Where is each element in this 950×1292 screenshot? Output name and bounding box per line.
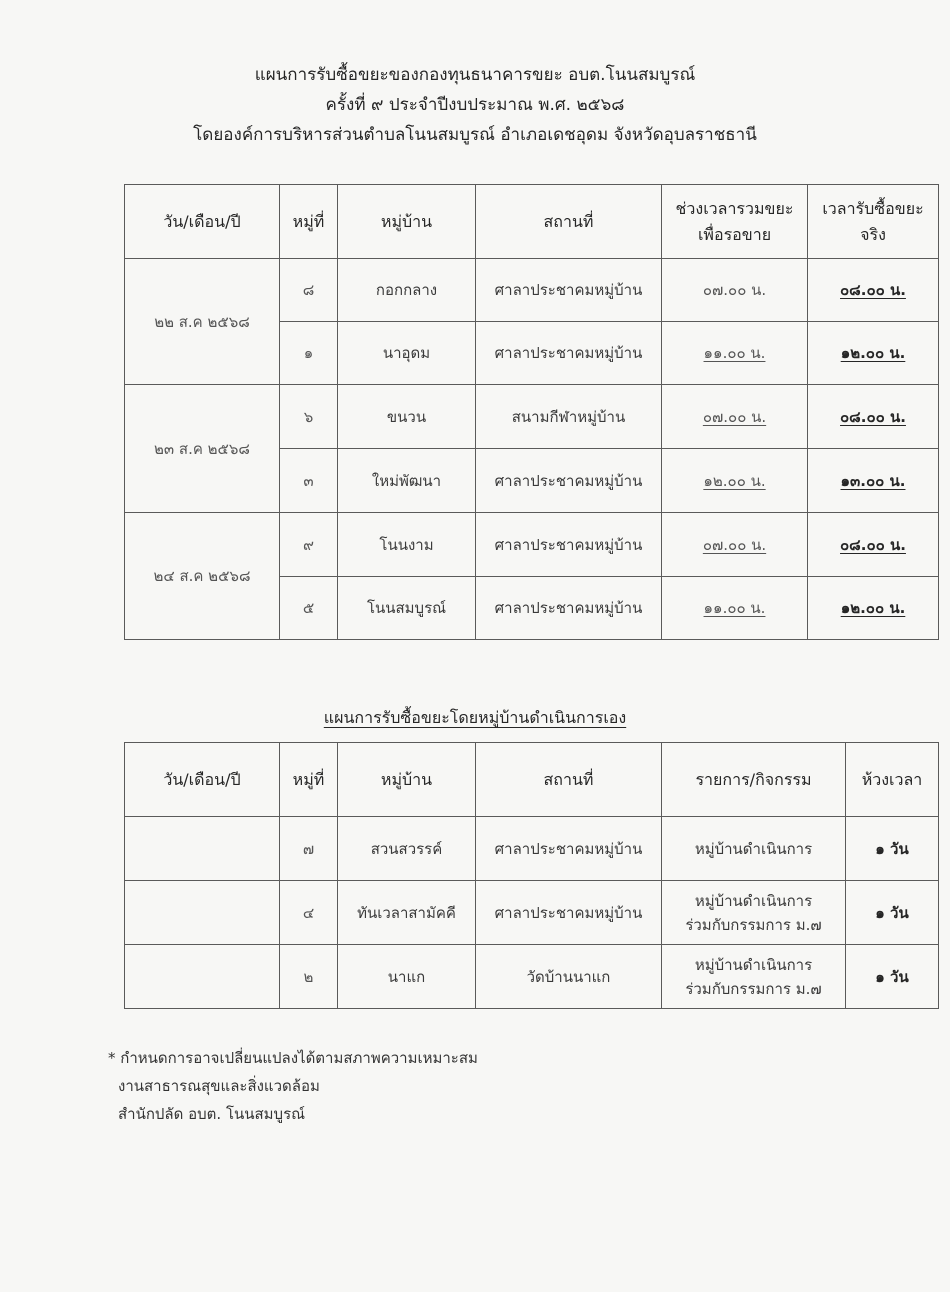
- place-cell: ศาลาประชาคมหมู่บ้าน: [476, 322, 662, 385]
- table-row: [125, 881, 939, 945]
- buy-time-cell: ๑๓.๐๐ น.: [808, 449, 939, 513]
- village-cell: ขนวน: [338, 385, 476, 449]
- activity-line: ร่วมกับกรรมการ ม.๗: [685, 915, 822, 934]
- duration-cell: ๑ วัน: [846, 945, 939, 1009]
- header-village: หมู่บ้าน: [338, 743, 476, 817]
- header-duration: ห้วงเวลา: [846, 743, 939, 817]
- duration-cell: ๑ วัน: [846, 881, 939, 945]
- header-collect-time: ช่วงเวลารวมขยะ เพื่อรอขาย: [662, 185, 808, 259]
- header-date: วัน/เดือน/ปี: [125, 185, 280, 259]
- document-round: ครั้งที่ ๙ ประจำปีงบประมาณ พ.ศ. ๒๕๖๘: [325, 95, 625, 115]
- collection-plan-table: [124, 184, 939, 640]
- header-village: หมู่บ้าน: [338, 185, 476, 259]
- footer-notes: [108, 1044, 478, 1128]
- collect-time-cell: ๑๒.๐๐ น.: [662, 449, 808, 513]
- date-cell: ๒๒ ส.ค ๒๕๖๘: [125, 259, 280, 385]
- moo-cell: ๓: [280, 449, 338, 513]
- date-cell: ๒๔ ส.ค ๒๕๖๘: [125, 513, 280, 640]
- date-cell: [125, 945, 280, 1009]
- place-cell: ศาลาประชาคมหมู่บ้าน: [476, 513, 662, 577]
- buy-time-cell: ๐๘.๐๐ น.: [808, 385, 939, 449]
- place-cell: ศาลาประชาคมหมู่บ้าน: [476, 881, 662, 945]
- header-moo: หมู่ที่: [280, 185, 338, 259]
- table-header-row: [125, 743, 939, 817]
- self-managed-plan-table: [124, 742, 939, 1009]
- activity-cell: [662, 945, 846, 1009]
- village-cell: ใหม่พัฒนา: [338, 449, 476, 513]
- moo-cell: ๒: [280, 945, 338, 1009]
- village-cell: สวนสวรรค์: [338, 817, 476, 881]
- collect-time-cell: ๑๑.๐๐ น.: [662, 577, 808, 640]
- document-header: [0, 60, 950, 150]
- village-cell: กอกกลาง: [338, 259, 476, 322]
- moo-cell: ๑: [280, 322, 338, 385]
- note-disclaimer: * กำหนดการอาจเปลี่ยนแปลงได้ตามสภาพความเหมาะสม: [108, 1049, 478, 1067]
- document-organization: โดยองค์การบริหารส่วนตำบลโนนสมบูรณ์ อำเภอเดชอุดม จังหวัดอุบลราชธานี: [193, 125, 757, 145]
- village-cell: โนนสมบูรณ์: [338, 577, 476, 640]
- moo-cell: ๔: [280, 881, 338, 945]
- village-cell: นาแก: [338, 945, 476, 1009]
- moo-cell: ๙: [280, 513, 338, 577]
- header-activity: รายการ/กิจกรรม: [662, 743, 846, 817]
- table-row: [125, 513, 939, 577]
- place-cell: ศาลาประชาคมหมู่บ้าน: [476, 259, 662, 322]
- duration-cell: ๑ วัน: [846, 817, 939, 881]
- activity-cell: [662, 817, 846, 881]
- header-moo: หมู่ที่: [280, 743, 338, 817]
- collect-time-cell: ๐๗.๐๐ น.: [662, 513, 808, 577]
- village-cell: ทันเวลาสามัคคี: [338, 881, 476, 945]
- header-buy-time: เวลารับซื้อขยะ จริง: [808, 185, 939, 259]
- date-cell: [125, 881, 280, 945]
- table-row: [125, 945, 939, 1009]
- collect-time-cell: ๐๗.๐๐ น.: [662, 259, 808, 322]
- activity-line: หมู่บ้านดำเนินการ: [694, 891, 813, 910]
- note-department: งานสาธารณสุขและสิ่งแวดล้อม: [118, 1077, 320, 1095]
- table-header-row: [125, 185, 939, 259]
- document-title: แผนการรับซื้อขยะของกองทุนธนาคารขยะ อบต.โนนสมบูรณ์: [254, 65, 696, 85]
- moo-cell: ๗: [280, 817, 338, 881]
- moo-cell: ๘: [280, 259, 338, 322]
- collect-time-cell: ๑๑.๐๐ น.: [662, 322, 808, 385]
- note-office: สำนักปลัด อบต. โนนสมบูรณ์: [118, 1105, 306, 1123]
- buy-time-cell: ๑๒.๐๐ น.: [808, 322, 939, 385]
- date-cell: ๒๓ ส.ค ๒๕๖๘: [125, 385, 280, 513]
- self-managed-section-title: แผนการรับซื้อขยะโดยหมู่บ้านดำเนินการเอง: [323, 708, 627, 727]
- table-row: [125, 259, 939, 322]
- place-cell: ศาลาประชาคมหมู่บ้าน: [476, 449, 662, 513]
- date-cell: [125, 817, 280, 881]
- village-cell: นาอุดม: [338, 322, 476, 385]
- collect-time-cell: ๐๗.๐๐ น.: [662, 385, 808, 449]
- place-cell: ศาลาประชาคมหมู่บ้าน: [476, 817, 662, 881]
- table-row: [125, 385, 939, 449]
- place-cell: วัดบ้านนาแก: [476, 945, 662, 1009]
- place-cell: ศาลาประชาคมหมู่บ้าน: [476, 577, 662, 640]
- activity-line: หมู่บ้านดำเนินการ: [694, 955, 813, 974]
- activity-line: หมู่บ้านดำเนินการ: [694, 839, 813, 858]
- activity-cell: [662, 881, 846, 945]
- table-row: [125, 817, 939, 881]
- buy-time-cell: ๐๘.๐๐ น.: [808, 513, 939, 577]
- village-cell: โนนงาม: [338, 513, 476, 577]
- buy-time-cell: ๑๒.๐๐ น.: [808, 577, 939, 640]
- header-place: สถานที่: [476, 185, 662, 259]
- place-cell: สนามกีฬาหมู่บ้าน: [476, 385, 662, 449]
- header-date: วัน/เดือน/ปี: [125, 743, 280, 817]
- activity-line: ร่วมกับกรรมการ ม.๗: [685, 979, 822, 998]
- buy-time-cell: ๐๘.๐๐ น.: [808, 259, 939, 322]
- moo-cell: ๖: [280, 385, 338, 449]
- header-place: สถานที่: [476, 743, 662, 817]
- moo-cell: ๕: [280, 577, 338, 640]
